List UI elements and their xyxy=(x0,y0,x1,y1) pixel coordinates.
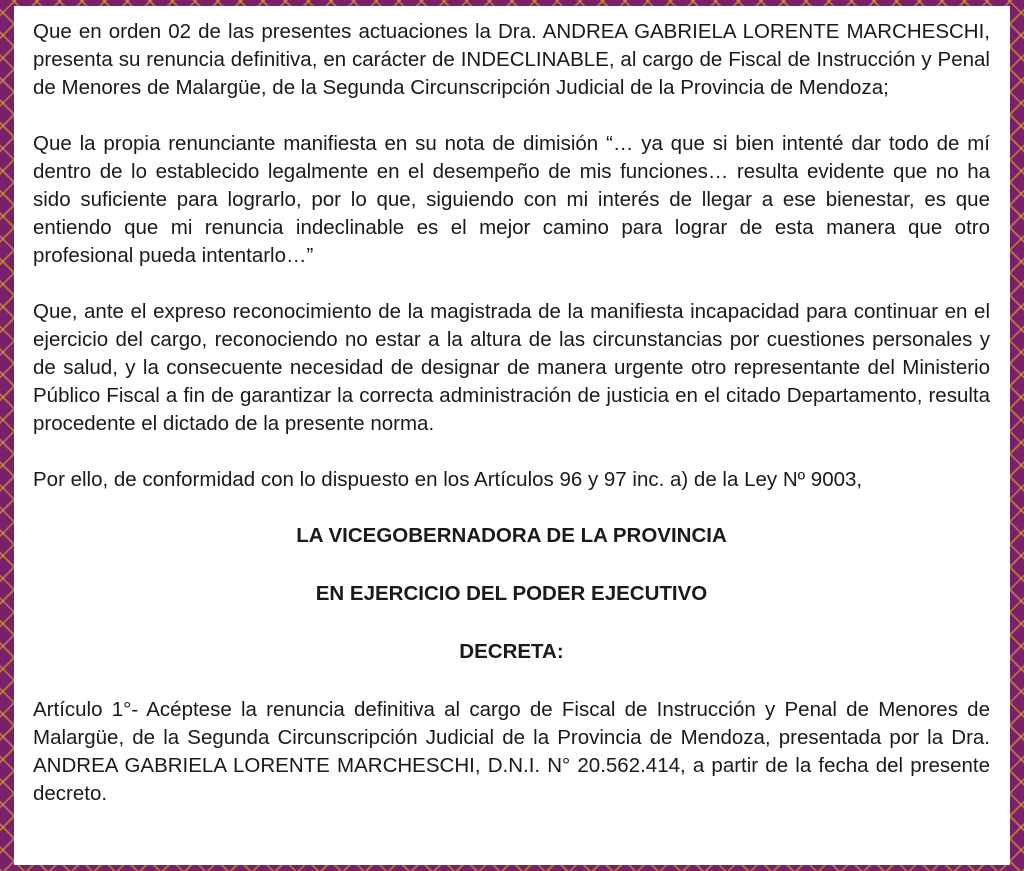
paragraph-legal-basis: Por ello, de conformidad con lo dispuesto en los Artículos 96 y 97 inc. a) de la Ley Nº 9003, xyxy=(33,468,863,491)
heading-poder-ejecutivo: EN EJERCICIO DEL PODER EJECUTIVO xyxy=(315,582,708,605)
paragraph-resignation: Que en orden 02 de las presentes actuaciones la Dra. ANDREA GABRIELA LORENTE MARCHESCHI, presenta su renuncia definitiva, en carácter de INDECLINABLE, al cargo de Fiscal de Instrucción y Penal de Menores de Malargüe, de la Segunda Circunscripción Judicial de la Provincia de Mendoza; xyxy=(33,20,990,99)
heading-decreta: DECRETA: xyxy=(459,640,564,663)
heading-vicegobernadora: LA VICEGOBERNADORA DE LA PROVINCIA xyxy=(296,524,727,547)
article-1: Artículo 1°- Acéptese la renuncia definitiva al cargo de Fiscal de Instrucción y Penal de Menores de Malargüe, de la Segunda Circunscripción Judicial de la Provincia de Mendoza, presentada por la Dra. ANDREA GABRIELA LORENTE MARCHESCHI, D.N.I. N° 20.562.414, a partir de la fecha del presente decreto. xyxy=(33,698,990,805)
paragraph-resignation-note: Que la propia renunciante manifiesta en su nota de dimisión “… ya que si bien intenté dar todo de mí dentro de lo establecido legalmente en el desempeño de mis funciones… resulta evidente que no ha sido suficiente para lograrlo, por lo que, siguiendo con mi interés de llegar a ese bienestar, es que entiendo que mi renuncia indeclinable es el mejor camino para lograr de esta manera que otro profesional pueda intentarlo…” xyxy=(33,132,990,267)
document-page xyxy=(14,6,1010,865)
paragraph-justification: Que, ante el expreso reconocimiento de la magistrada de la manifiesta incapacidad para continuar en el ejercicio del cargo, reconociendo no estar a la altura de las circunstancias por cuestiones personales y de salud, y la consecuente necesidad de designar de manera urgente otro representante del Ministerio Público Fiscal a fin de garantizar la correcta administración de justicia en el citado Departamento, resulta procedente el dictado de la presente norma. xyxy=(33,300,990,435)
